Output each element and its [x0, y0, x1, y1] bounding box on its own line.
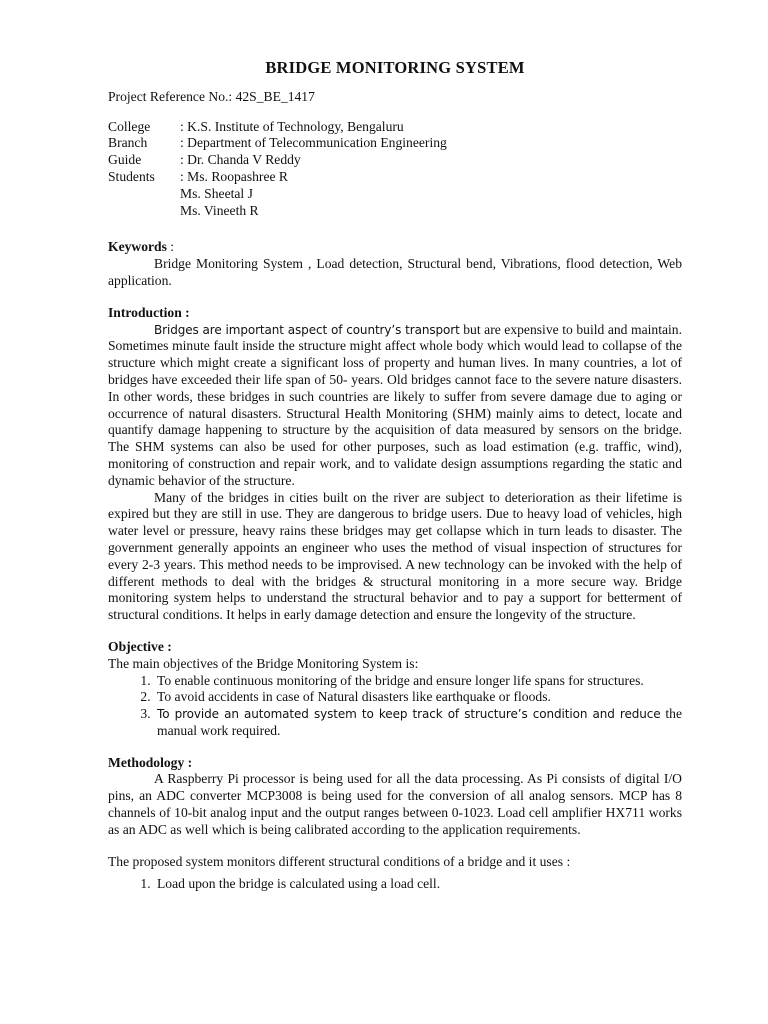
methodology-list — [108, 876, 682, 893]
list-item: 2. To avoid accidents in case of Natural disasters like earthquake or floods. — [154, 689, 682, 706]
list-item: 1. Load upon the bridge is calculated using a load cell. — [154, 876, 682, 893]
student-name: Ms. Sheetal J — [180, 185, 253, 201]
project-reference: Project Reference No.: 42S_BE_1417 — [108, 88, 315, 104]
guide-label: Guide — [108, 152, 142, 168]
introduction-heading: Introduction : — [108, 304, 190, 320]
branch-label: Branch — [108, 135, 148, 151]
introduction-section — [108, 305, 682, 624]
branch-value: : Department of Telecommunication Engineering — [180, 135, 447, 151]
methodology-paragraph-1: A Raspberry Pi processor is being used for all the data processing. As Pi consists of digital I/O pins, an ADC converter MCP3008 is being used for the conversion of all analog sensors. MCP has 8 channels of 10-bit analog input and the output ranges between 0-1023. Load cell amplifier HX711 works as an ADC as well which is being calibrated according to the application requirements. — [108, 771, 682, 837]
guide-value: : Dr. Chanda V Reddy — [180, 152, 301, 168]
keywords-heading: Keywords — [108, 239, 167, 255]
keywords-text: Bridge Monitoring System , Load detection, Structural bend, Vibrations, flood detection, Web application. — [108, 256, 682, 288]
objective-intro: The main objectives of the Bridge Monitoring System is: — [108, 655, 419, 671]
keywords-colon: : — [166, 239, 175, 255]
introduction-paragraph-1 — [108, 322, 682, 490]
list-item: 1. To enable continuous monitoring of the bridge and ensure longer life spans for structures. — [154, 673, 682, 690]
college-label: College — [108, 118, 151, 134]
project-info-table — [108, 119, 447, 220]
methodology-paragraph-2: The proposed system monitors different structural conditions of a bridge and it uses : — [108, 853, 571, 869]
introduction-lead: Bridges are important aspect of country’s transport — [154, 322, 460, 337]
document-title: BRIDGE MONITORING SYSTEM — [265, 58, 525, 77]
objective-item-3-lead: To provide an automated system to keep track of structure’s condition and reduce — [157, 707, 661, 722]
introduction-body: but are expensive to build and maintain. Sometimes minute fault inside the structure might affect whole body which would lead to collapse of the structure which might create a significant loss of property and human lives. In many countries, a lot of bridges have exceeded their life span of 50- years. Old bridges cannot face to the severe nature disasters. In other words, these bridges in such countries are likely to suffer from severe damage due to aging or occurrence of natural disasters. Structural Health Monitoring (SHM) mainly aims to detect, locate and quantify damage happening to structure by the acquisition of data measured by sensors on the bridge. The SHM systems can also be used for other purposes, such as load estimation (e.g. traffic, wind), monitoring of construction and repair work, and to validate design assumptions regarding the static and dynamic behavior of the structure. — [108, 321, 682, 488]
objective-list — [108, 673, 682, 740]
keywords-section — [108, 239, 682, 289]
introduction-paragraph-2: Many of the bridges in cities built on the river are subject to deterioration as their lifetime is expired but they are still in use. They are dangerous to bridge users. Due to heavy load of vehicles, high water level or pressure, heavy rains these bridges may get collapse which in turn leads to disaster. The government generally appoints an engineer who uses the method of visual inspection of structures for every 2-3 years. This method needs to be improvised. A new technology can be invoked with the help of different methods to deal with the bridges & structural monitoring in a more secure way. Bridge monitoring system helps to understand the structural behavior and to pay a support for betterment of structural conditions. It helps in early damage detection and ensure the longevity of the structure. — [108, 489, 682, 623]
methodology-heading: Methodology : — [108, 754, 193, 770]
student-name: Ms. Vineeth R — [180, 202, 259, 218]
students-value: : Ms. Roopashree R — [180, 168, 288, 184]
objective-section — [108, 639, 682, 740]
list-item — [154, 706, 682, 740]
methodology-section — [108, 755, 682, 839]
objective-heading: Objective : — [108, 638, 172, 654]
students-label: Students — [108, 168, 155, 184]
college-value: : K.S. Institute of Technology, Bengaluru — [180, 118, 404, 134]
objective-item-3-rest: the manual work required. — [157, 706, 682, 738]
